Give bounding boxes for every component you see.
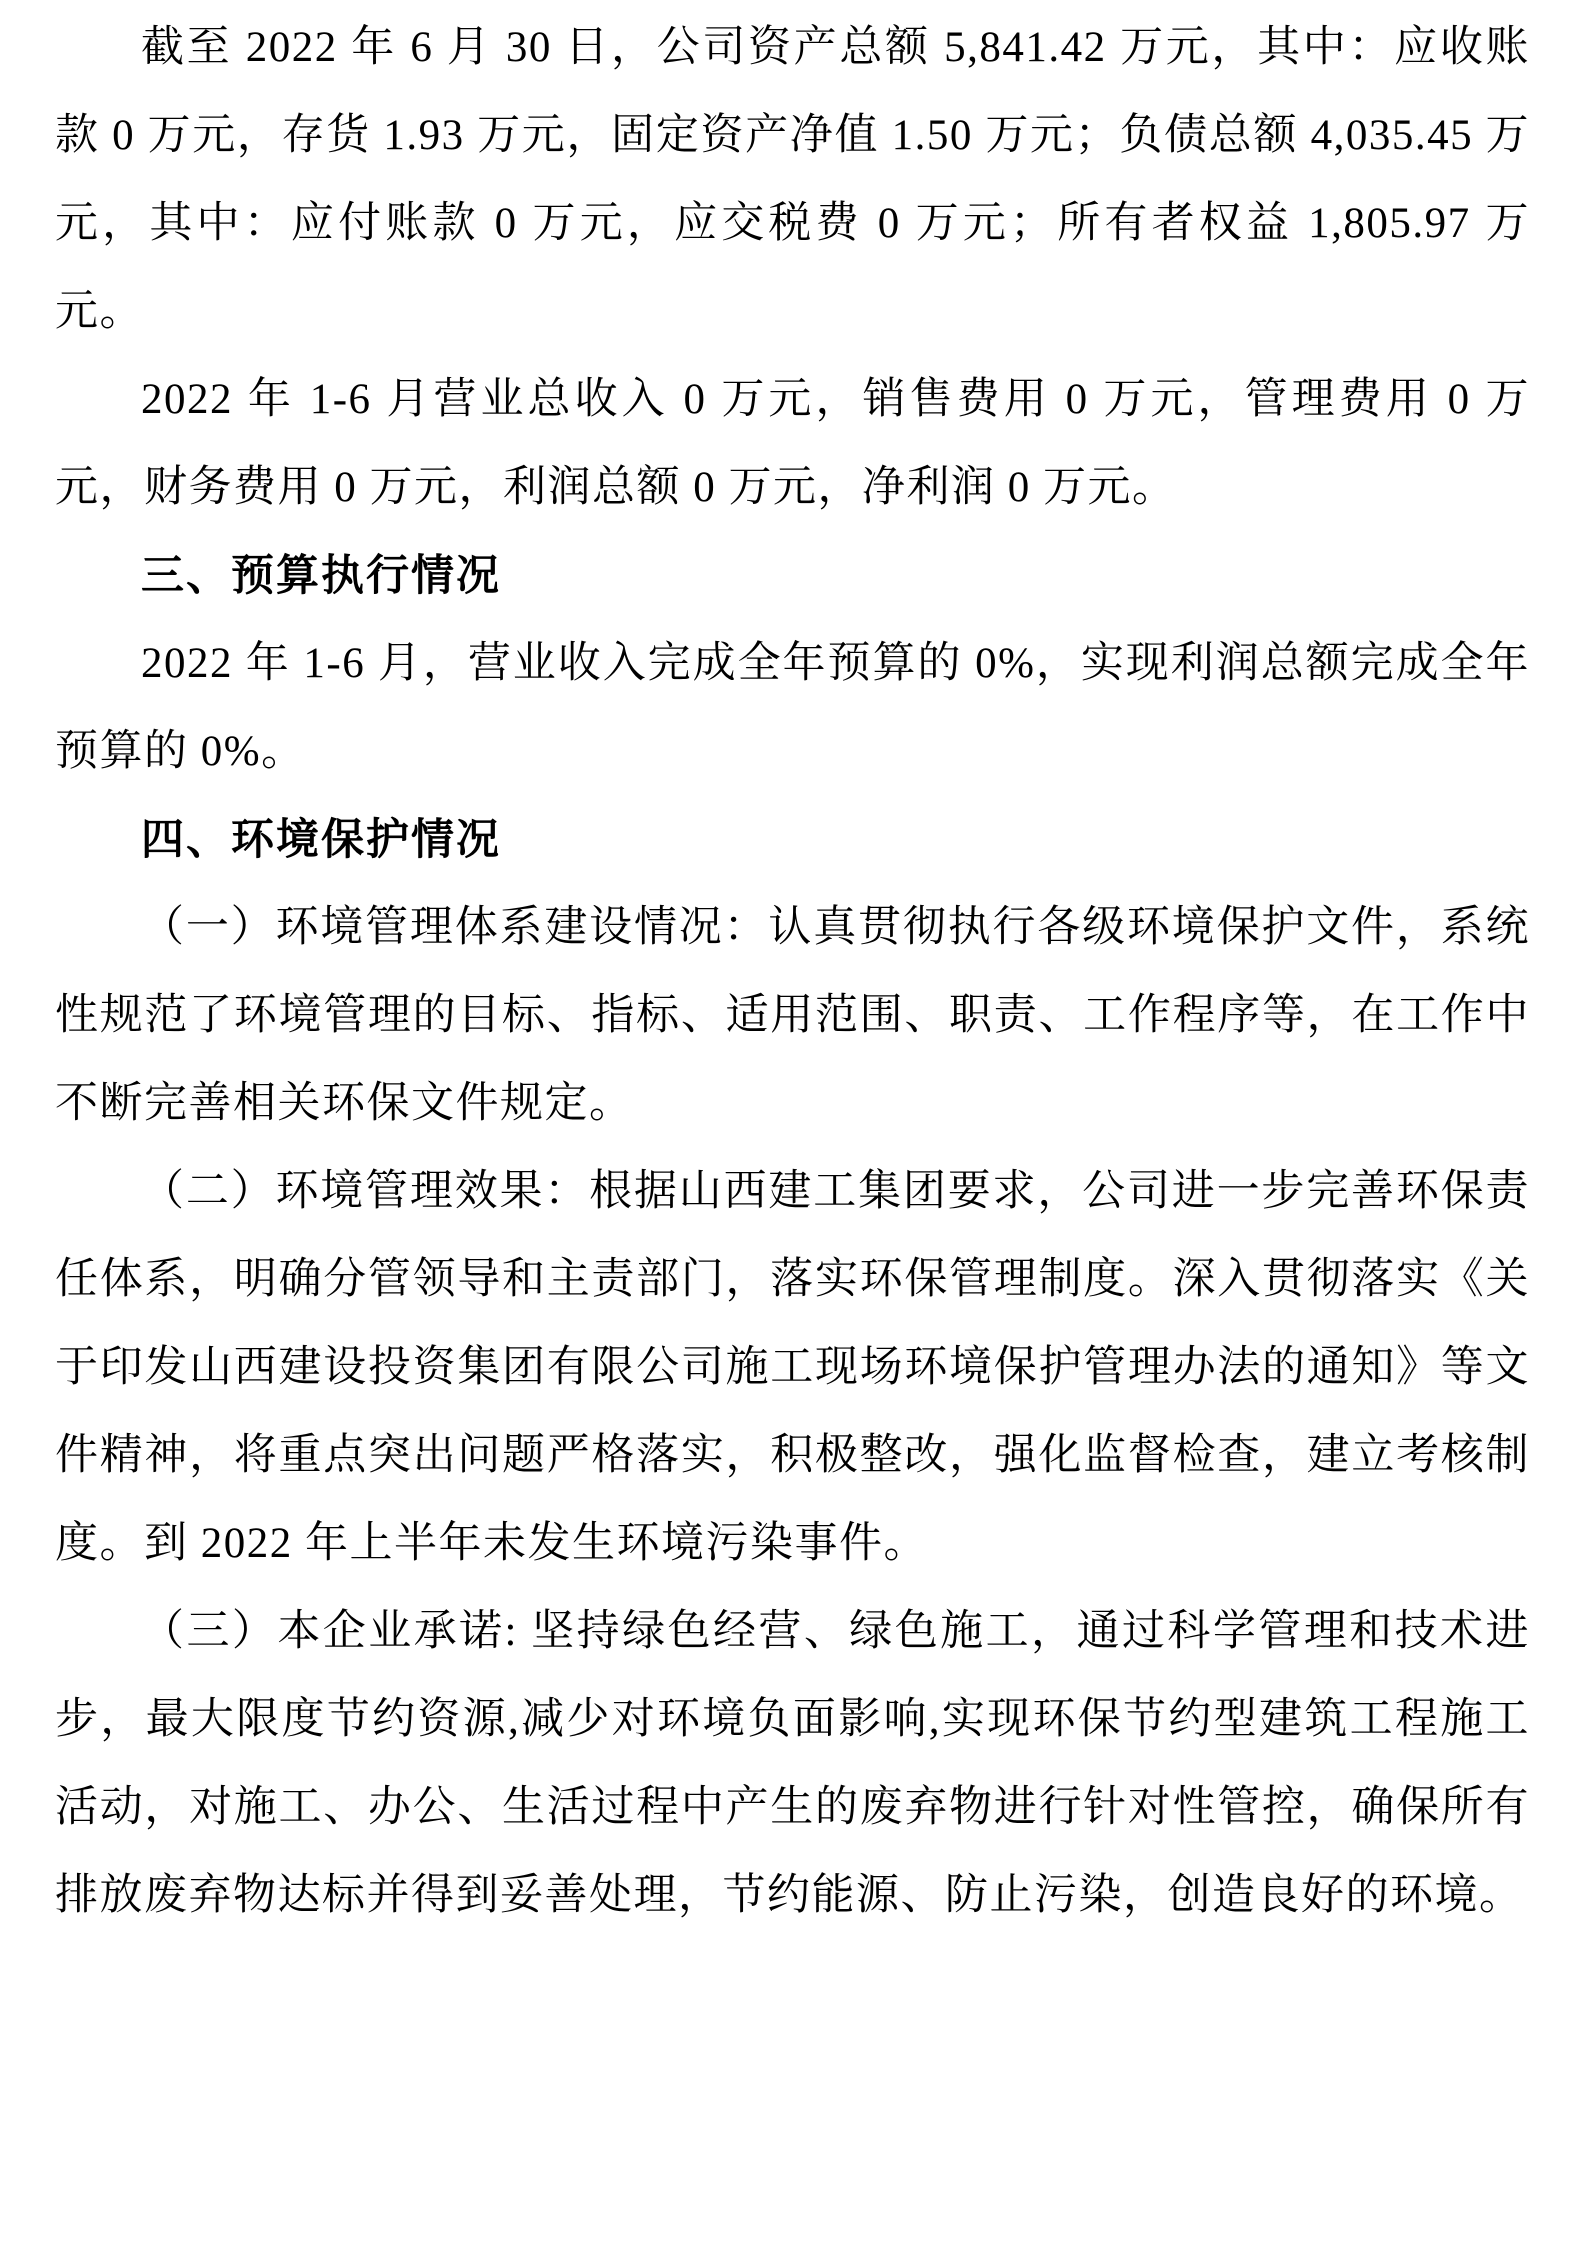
financial-position-paragraph: 截至 2022 年 6 月 30 日，公司资产总额 5,841.42 万元，其中：应收账款 0 万元，存货 1.93 万元，固定资产净值 1.50 万元；负债总额 4,035.45 万元，其中：应付账款 0 万元，应交税费 0 万元；所有者权益 1,805.97 万元。	[55, 24, 1530, 335]
env-management-effect-paragraph: （二）环境管理效果：根据山西建工集团要求，公司进一步完善环保责任体系，明确分管领导和主责部门，落实环保管理制度。深入贯彻落实《关于印发山西建设投资集团有限公司施工现场环境保护管理办法的通知》等文件精神，将重点突出问题严格落实，积极整改，强化监督检查，建立考核制度。到 2022 年上半年未发生环境污染事件。	[55, 1168, 1530, 1567]
section-heading-budget-execution: 三、预算执行情况	[141, 552, 501, 600]
document-body	[55, 4, 1530, 1940]
income-statement-paragraph: 2022 年 1-6 月营业总收入 0 万元，销售费用 0 万元，管理费用 0 万元，财务费用 0 万元，利润总额 0 万元，净利润 0 万元。	[55, 376, 1530, 511]
section-heading-environmental-protection: 四、环境保护情况	[141, 816, 501, 864]
budget-execution-paragraph: 2022 年 1-6 月，营业收入完成全年预算的 0%，实现利润总额完成全年预算的 0%。	[55, 640, 1530, 775]
env-management-system-paragraph: （一）环境管理体系建设情况：认真贯彻执行各级环境保护文件，系统性规范了环境管理的目标、指标、适用范围、职责、工作程序等，在工作中不断完善相关环保文件规定。	[55, 904, 1530, 1127]
enterprise-commitment-paragraph: （三）本企业承诺: 坚持绿色经营、绿色施工，通过科学管理和技术进步，最大限度节约资源,减少对环境负面影响,实现环保节约型建筑工程施工活动，对施工、办公、生活过程中产生的废弃物进行针对性管控，确保所有排放废弃物达标并得到妥善处理，节约能源、防止污染，创造良好的环境。	[55, 1608, 1530, 1919]
